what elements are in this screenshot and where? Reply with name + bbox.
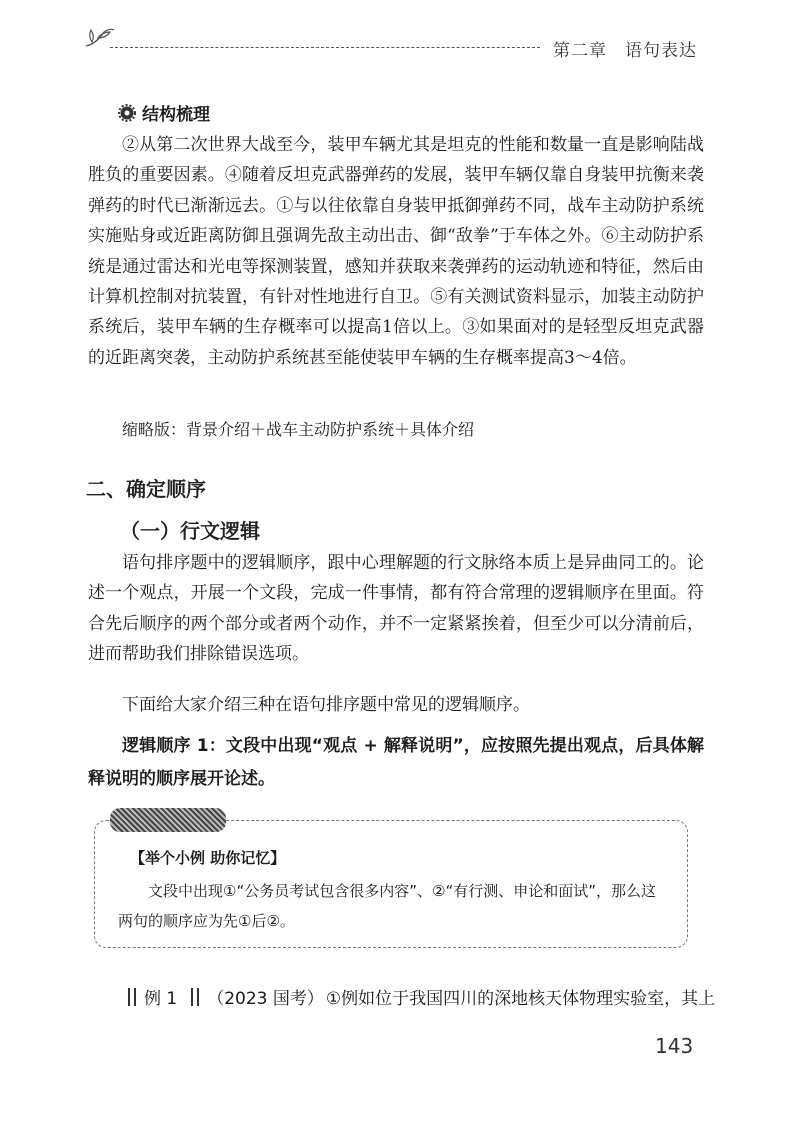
tip-body: 文段中出现①“公务员考试包含很多内容”、②“有行测、申论和面试”，那么这两句的顺序应为先①后②。 bbox=[118, 882, 656, 930]
bracket-icon bbox=[128, 988, 136, 1006]
structure-paragraph: ②从第二次世界大战至今，装甲车辆尤其是坦克的性能和数量一直是影响陆战胜负的重要因素。④随着反坦克武器弹药的发展，装甲车辆仅靠自身装甲抗衡来袭弹药的时代已渐渐远去。①与以往依靠自身装甲抵御弹药不同，战车主动防护系统实施贴身或近距离防御且强调先敌主动出击、御“敌拳”于车体之外。⑥主动防护系统是通过雷达和光电等探测装置，感知并获取来袭弹药的运动轨迹和特征，然后由计算机控制对抗装置，有针对性地进行自卫。⑤有关测试资料显示，加装主动防护系统后，装甲车辆的生存概率可以提高1倍以上。③如果面对的是轻型反坦克武器的近距离突袭，主动防护系统甚至能使装甲车辆的生存概率提高3～4倍。 bbox=[88, 135, 704, 368]
leaf-ornament-icon bbox=[82, 26, 116, 52]
logic-paragraph: 语句排序题中的逻辑顺序，跟中心理解题的行文脉络本质上是异曲同工的。论述一个观点，开展一个文段，完成一件事情，都有符合常理的逻辑顺序在里面。符合先后顺序的两个部分或者两个动作，并不一定紧紧挨着，但至少可以分清前后，进而帮助我们排除错误选项。 bbox=[88, 553, 704, 665]
example-text: ①例如位于我国四川的深地核天体物理实验室，其上 bbox=[325, 989, 716, 1009]
page-number: 143 bbox=[655, 1034, 694, 1058]
example-source: （2023 国考） bbox=[207, 989, 324, 1009]
bracket-icon bbox=[191, 988, 199, 1006]
structure-summary: 缩略版：背景介绍＋战车主动防护系统＋具体介绍 bbox=[122, 420, 475, 439]
logic-rule-1: 逻辑顺序 1：文段中出现“观点 + 解释说明”，应按照先提出观点，后具体解释说明的顺序展开论述。 bbox=[88, 736, 704, 789]
tip-heading: 【举个小例 助你记忆】 bbox=[130, 849, 286, 867]
section-heading: 二、确定顺序 bbox=[86, 477, 206, 501]
header-section: 语句表达 bbox=[625, 41, 697, 61]
gear-icon bbox=[118, 104, 136, 122]
intro-sentence: 下面给大家介绍三种在语句排序题中常见的逻辑顺序。 bbox=[122, 695, 530, 715]
section-subheading: （一）行文逻辑 bbox=[120, 519, 260, 543]
structure-label bbox=[118, 100, 210, 125]
structure-label-text: 结构梳理 bbox=[142, 105, 210, 125]
tip-tag-badge bbox=[110, 808, 226, 832]
example-1 bbox=[120, 984, 715, 1009]
running-header bbox=[553, 36, 697, 61]
header-divider bbox=[110, 47, 540, 48]
header-chapter: 第二章 bbox=[553, 41, 607, 61]
example-label: 例 1 bbox=[144, 989, 178, 1009]
